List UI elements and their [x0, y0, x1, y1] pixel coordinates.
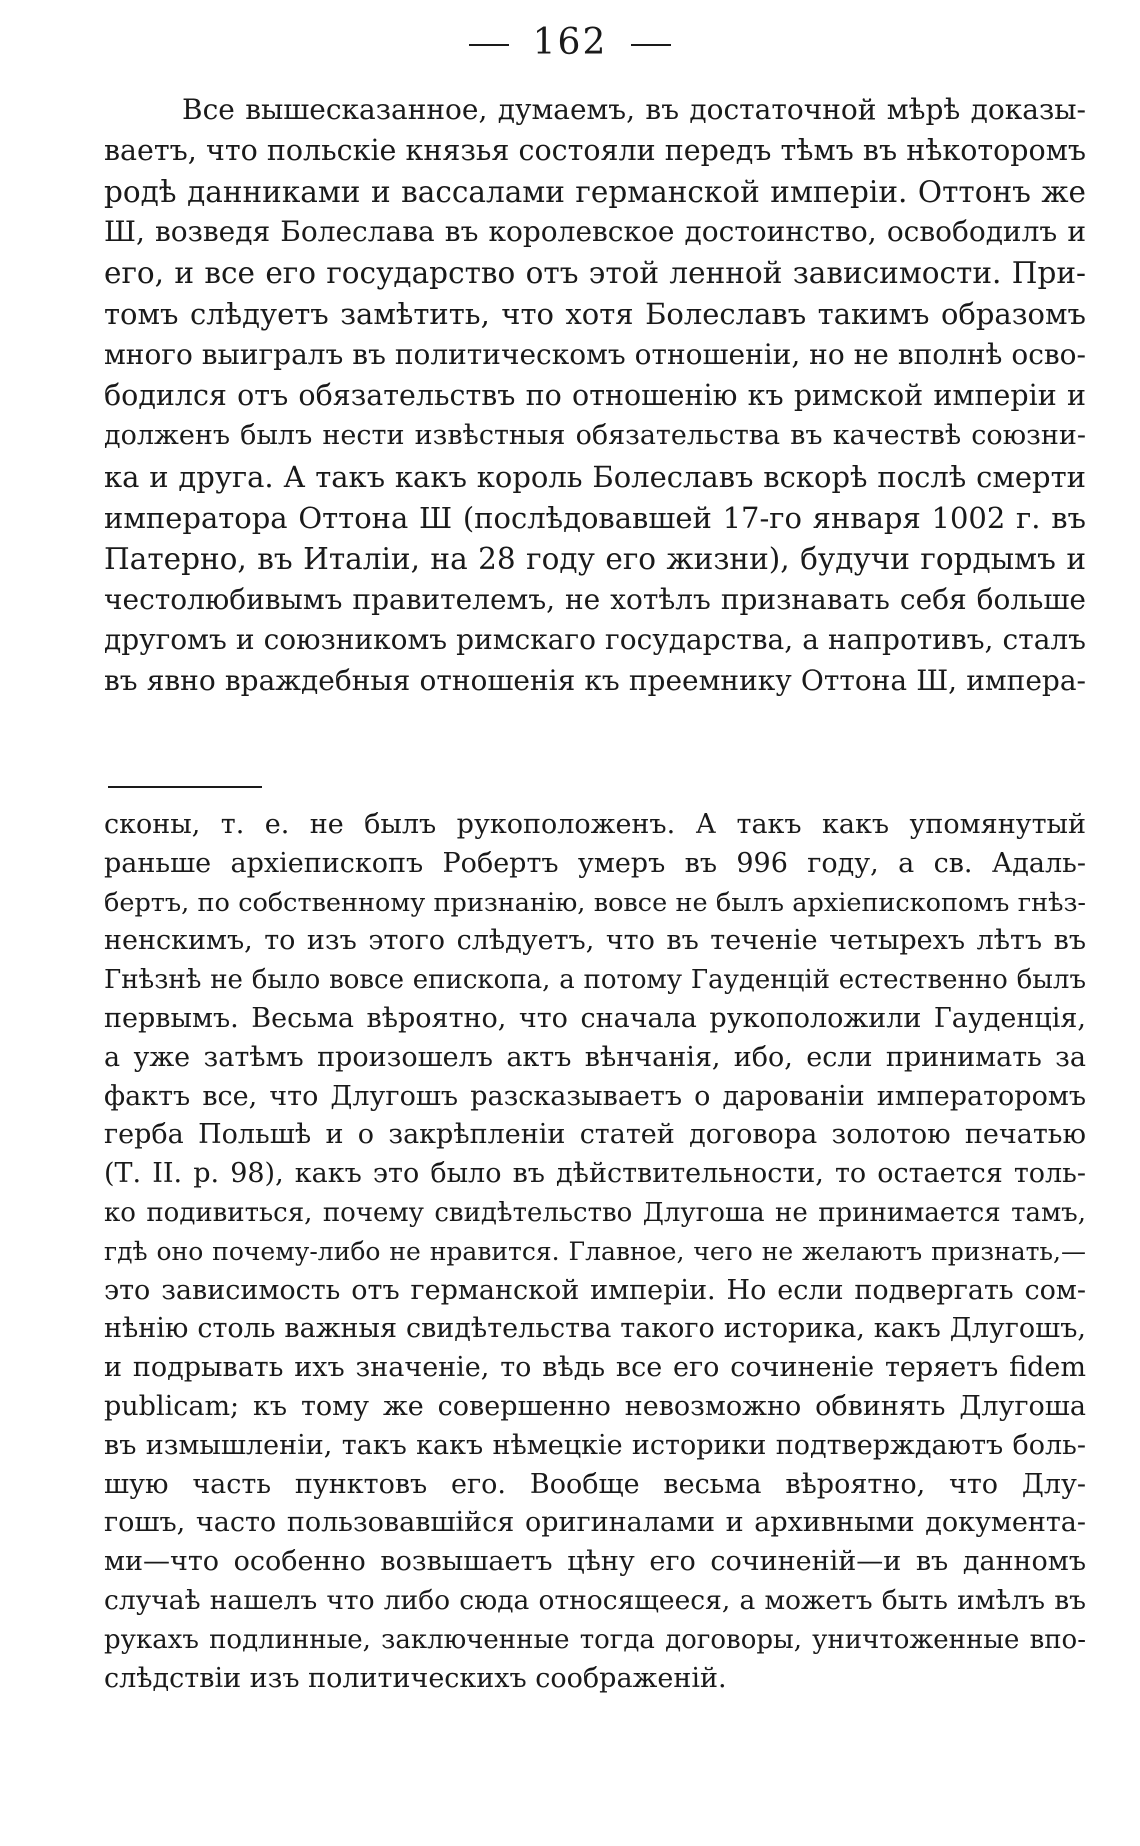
main-line: томъ слѣдуетъ замѣтить, что хотя Болеславъ такимъ образомъ [104, 296, 1086, 331]
footnote [104, 806, 1086, 1698]
footnote-line: фактъ все, что Длугошъ разсказываетъ о дарованіи императоромъ [104, 1080, 1086, 1112]
page-number-header [0, 22, 1140, 63]
main-line: его, и все его государство отъ этой ленной зависимости. При- [104, 256, 1086, 291]
main-line: родѣ данниками и вассалами германской имперіи. Оттонъ же [104, 174, 1086, 209]
footnote-line: ми—что особенно возвышаетъ цѣну его сочиненій—и въ данномъ [104, 1546, 1086, 1578]
footnote-line: шую часть пунктовъ его. Вообще весьма вѣроятно, что Длу- [104, 1468, 1086, 1500]
footnote-line: раньше архіепископъ Робертъ умеръ въ 996 году, а св. Адаль- [104, 847, 1086, 879]
main-line: Все вышесказанное, думаемъ, въ достаточной мѣрѣ доказы- [182, 93, 1086, 126]
main-line: Ш, возведя Болеслава въ королевское достоинство, освободилъ и [104, 215, 1086, 249]
footnote-line: гдѣ оно почему-либо не нравится. Главное, чего не желаютъ признать,— [104, 1236, 1086, 1266]
footnote-line: ко подивиться, почему свидѣтельство Длугоша не принимается тамъ, [104, 1197, 1086, 1228]
footnote-line: и подрывать ихъ значеніе, то вѣдь все его сочиненіе теряетъ fidem [104, 1352, 1086, 1384]
footnote-line: это зависимость отъ германской имперіи. Но если подвергать сом- [104, 1274, 1086, 1306]
footnote-line: publicam; къ тому же совершенно невозможно обвинять Длугоша [104, 1390, 1086, 1422]
main-line: въ явно враждебныя отношенія къ преемнику Оттона Ш, импера- [104, 664, 1086, 698]
main-line: много выигралъ въ политическомъ отношеніи, но не вполнѣ осво- [104, 337, 1086, 371]
footnote-line: слѣдствіи изъ политическихъ соображеній. [104, 1662, 727, 1694]
footnote-line: случаѣ нашелъ что либо сюда относящееся, а можетъ быть имѣлъ въ [104, 1584, 1086, 1616]
main-line: другомъ и союзникомъ римскаго государства, а напротивъ, сталъ [104, 623, 1086, 657]
main-line: бодился отъ обязательствъ по отношенію къ римской имперіи и [104, 378, 1086, 412]
main-line: ка и друга. А такъ какъ король Болеславъ вскорѣ послѣ смерти [104, 460, 1086, 495]
right-dash [631, 44, 671, 46]
footnote-line: гошъ, часто пользовавшійся оригиналами и архивными документа- [104, 1507, 1086, 1539]
main-line: долженъ былъ нести извѣстныя обязательства въ качествѣ союзни- [104, 420, 1086, 452]
footnote-line: (Т. II. р. 98), какъ это было въ дѣйствительности, то остается толь- [104, 1158, 1086, 1190]
main-line: честолюбивымъ правителемъ, не хотѣлъ признавать себя больше [104, 582, 1086, 616]
footnote-line: Гнѣзнѣ не было вовсе епископа, а потому Гауденцій естественно былъ [104, 965, 1086, 996]
footnote-line: сконы, т. е. не былъ рукоположенъ. А такъ какъ упомянутый [104, 809, 1086, 840]
main-line: ваетъ, что польскіе князья состояли передъ тѣмъ въ нѣкоторомъ [104, 133, 1086, 167]
left-dash [469, 44, 509, 46]
footnote-line: а уже затѣмъ произошелъ актъ вѣнчанія, ибо, если принимать за [104, 1041, 1086, 1073]
footnote-line: ненскимъ, то изъ этого слѣдуетъ, что въ теченіе четырехъ лѣтъ въ [104, 925, 1086, 957]
footnote-line: бертъ, по собственному признанію, вовсе не былъ архіепископомъ гнѣз- [104, 887, 1086, 918]
main-line: императора Оттона Ш (послѣдовавшей 17-го января 1002 г. въ [104, 500, 1086, 535]
main-paragraph [104, 90, 1086, 702]
footnote-separator [108, 786, 262, 788]
main-line: Патерно, въ Италіи, на 28 году его жизни), будучи гордымъ и [104, 541, 1086, 576]
footnote-line: первымъ. Весьма вѣроятно, что сначала рукоположили Гауденція, [104, 1002, 1086, 1034]
footnote-line: рукахъ подлинные, заключенные тогда договоры, уничтоженные впо- [104, 1624, 1086, 1655]
footnote-line: нѣнію столь важныя свидѣтельства такого историка, какъ Длугошъ, [104, 1313, 1086, 1345]
footnote-line: въ измышленіи, такъ какъ нѣмецкіе историки подтверждаютъ боль- [104, 1429, 1086, 1461]
page-number: 162 [532, 22, 608, 63]
footnote-line: герба Польшѣ и о закрѣпленіи статей договора золотою печатью [104, 1119, 1086, 1151]
